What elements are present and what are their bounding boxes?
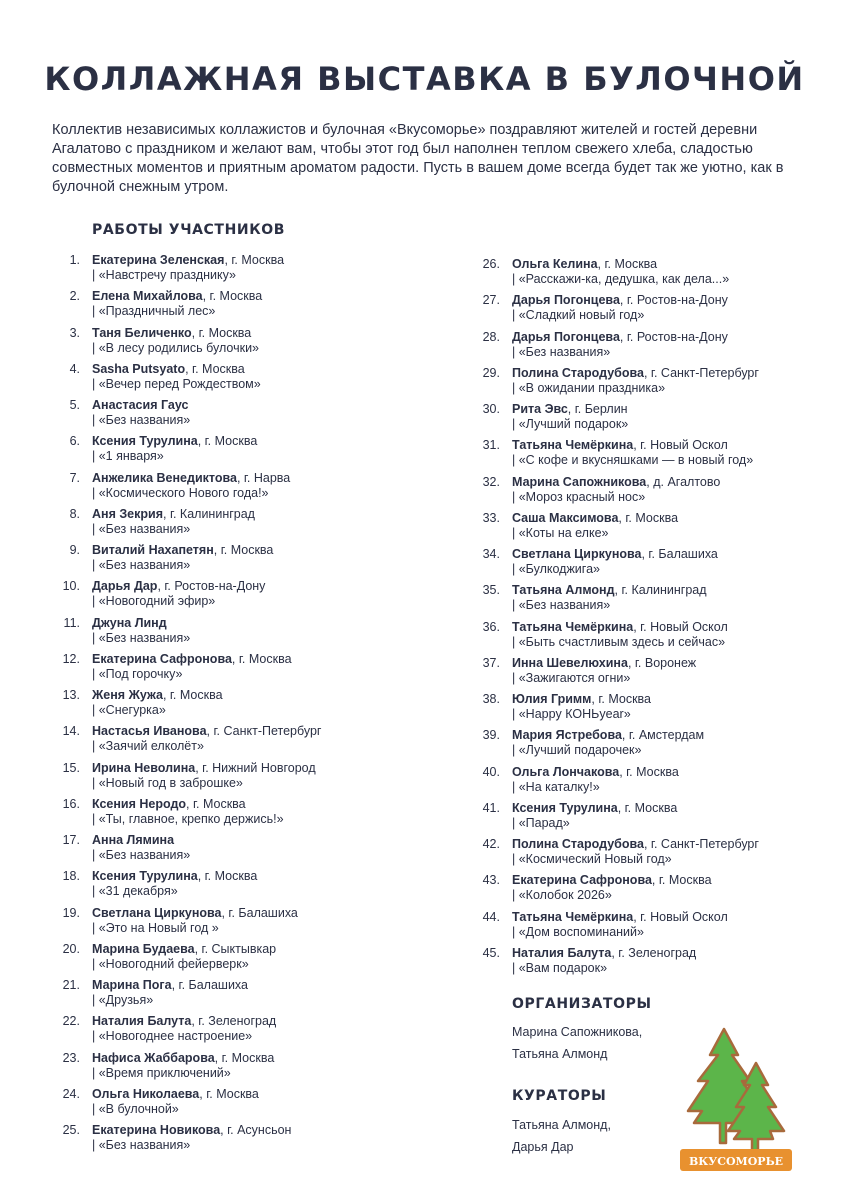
work-title: | «Вам подарок» xyxy=(512,960,608,975)
work-entry xyxy=(58,797,458,833)
artist-name: Рита Эвс xyxy=(512,402,568,416)
work-number: 13. xyxy=(62,688,80,702)
work-title: | «Без названия» xyxy=(512,598,611,613)
artist-city: , г. Калининград xyxy=(614,583,707,598)
work-entry xyxy=(58,471,458,507)
artist-name: Дарья Погонцева xyxy=(512,329,620,344)
work-title: | «Снегурка» xyxy=(92,703,166,717)
artist-name: Татьяна Чемёркина xyxy=(512,438,634,453)
artist-city: , г. Москва xyxy=(197,869,258,884)
work-entry xyxy=(58,978,458,1014)
work-number: 31. xyxy=(482,438,500,453)
artist-name: Саша Максимова xyxy=(512,510,619,525)
work-title: | «Без названия» xyxy=(92,413,191,427)
work-title: | «Ты, главное, крепко держись!» xyxy=(92,811,284,826)
work-title: | «Лучший подарок» xyxy=(512,417,629,431)
artist-city: , г. Москва xyxy=(197,434,258,449)
artist-name: Ольга Николаева xyxy=(92,1086,200,1101)
work-entry xyxy=(58,688,458,724)
work-title: | «Без названия» xyxy=(92,848,191,862)
work-title: | «Сладкий новый год» xyxy=(512,308,645,323)
artist-name: Екатерина Сафронова xyxy=(512,873,652,888)
artist-city: , г. Зеленоград xyxy=(611,945,697,960)
work-entry xyxy=(478,873,838,909)
artist-city: , г. Москва xyxy=(202,289,263,304)
work-number: 15. xyxy=(62,760,80,775)
work-number: 14. xyxy=(62,724,80,739)
artist-name: Полина Стародубова xyxy=(512,837,644,851)
work-entry xyxy=(58,652,458,688)
work-title: | «Заячий елколёт» xyxy=(92,739,204,754)
curators-line-2: Дарья Дар xyxy=(512,1140,574,1154)
work-entry xyxy=(478,511,838,547)
work-number: 37. xyxy=(482,655,500,670)
work-title: | «Булкоджига» xyxy=(512,562,600,576)
work-number: 45. xyxy=(482,945,500,960)
work-number: 12. xyxy=(62,651,80,666)
work-entry xyxy=(58,253,458,289)
work-number: 35. xyxy=(482,583,500,598)
artist-name: Анна Лямина xyxy=(92,833,175,847)
artist-name: Марина Пога xyxy=(92,978,172,992)
work-number: 43. xyxy=(482,873,500,888)
artist-name: Татьяна Алмонд xyxy=(512,583,615,598)
work-entry xyxy=(58,869,458,905)
artist-name: Наталия Балута xyxy=(512,945,612,960)
work-number: 30. xyxy=(482,402,500,416)
work-number: 24. xyxy=(62,1086,80,1101)
work-number: 34. xyxy=(482,547,500,561)
work-entry xyxy=(58,398,458,434)
work-number: 7. xyxy=(69,470,80,485)
work-number: 39. xyxy=(482,728,500,743)
work-title: | «Время приключений» xyxy=(92,1065,231,1080)
artist-name: Sasha Putsyato xyxy=(92,361,186,376)
work-title: | «На каталку!» xyxy=(512,779,600,794)
artist-name: Инна Шевелюхина xyxy=(512,655,628,670)
artist-city: , г. Санкт-Петербург xyxy=(643,837,759,851)
artist-city: , г. Москва xyxy=(651,873,712,888)
organizers-line-1: Марина Сапожникова, xyxy=(512,1025,643,1039)
work-number: 40. xyxy=(482,764,500,779)
work-entry xyxy=(478,620,838,656)
artist-name: Юлия Гримм xyxy=(512,692,592,706)
work-entry xyxy=(58,942,458,978)
organizers-line-2: Татьяна Алмонд xyxy=(512,1047,608,1061)
work-number: 19. xyxy=(62,905,80,920)
artist-city: , г. Балашиха xyxy=(221,905,298,920)
work-entry xyxy=(58,1087,458,1123)
fir-trees-icon xyxy=(676,1025,796,1175)
artist-city: , г. Москва xyxy=(224,253,285,267)
artist-name: Ольга Лончакова xyxy=(512,764,620,779)
work-title: | «Праздничный лес» xyxy=(92,304,216,319)
artist-name: Марина Будаева xyxy=(92,941,195,956)
work-title: | «Космический Новый год» xyxy=(512,852,672,866)
work-title: | «В булочной» xyxy=(92,1101,179,1116)
artist-name: Екатерина Зеленская xyxy=(92,253,225,267)
work-number: 2. xyxy=(69,289,80,304)
work-number: 10. xyxy=(62,579,80,594)
artist-city: , г. Балашиха xyxy=(171,978,248,992)
logo-text: ВКУСОМОРЬЕ xyxy=(688,1155,784,1168)
artist-city: , г. Москва xyxy=(199,1086,259,1101)
work-entry xyxy=(58,724,458,760)
work-number: 18. xyxy=(62,869,80,884)
intro-paragraph: Коллектив независимых коллажистов и булочная «Вкусоморье» поздравляют жителей и гостей деревни Агалатово с праздником и желают вам, чтобы этот год был наполнен теплом свежего хлеба, сладостью совместных моментов и приятным ароматом радости. Пусть в вашем доме всегда будет так же уютно, как в булочной снежным утром. xyxy=(52,122,784,195)
work-entry xyxy=(58,362,458,398)
work-title: | «Без названия» xyxy=(92,1138,191,1152)
work-number: 9. xyxy=(69,543,80,557)
work-entry xyxy=(58,289,458,325)
work-title: | «Вечер перед Рождеством» xyxy=(92,376,261,391)
work-entry xyxy=(478,293,838,329)
work-title: | «Без названия» xyxy=(512,344,611,359)
work-number: 16. xyxy=(62,796,80,811)
work-entry xyxy=(478,656,838,692)
work-title: | «31 декабря» xyxy=(92,884,178,899)
work-number: 1. xyxy=(69,253,80,267)
work-title: | «Колобок 2026» xyxy=(512,888,612,903)
artist-city: , г. Москва xyxy=(186,796,246,811)
artist-name: Екатерина Новикова xyxy=(92,1123,221,1137)
artist-name: Татьяна Чемёркина xyxy=(512,909,634,924)
work-number: 25. xyxy=(62,1123,80,1137)
work-entry xyxy=(478,438,838,474)
artist-city: , г. Москва xyxy=(185,361,245,376)
work-title: | «С кофе и вкусняшками — в новый год» xyxy=(512,453,754,468)
artist-city: , г. Москва xyxy=(162,688,223,702)
work-entry xyxy=(478,728,838,764)
work-number: 44. xyxy=(482,909,500,924)
work-entry xyxy=(58,761,458,797)
artist-city: , г. Ростов-на-Дону xyxy=(619,329,728,344)
work-entry xyxy=(58,579,458,615)
work-title: | «Зажигаются огни» xyxy=(512,670,631,685)
work-title: | «Новогоднее настроение» xyxy=(92,1029,253,1044)
artist-city: , г. Москва xyxy=(617,800,678,815)
work-title: | «Новогодний эфир» xyxy=(92,594,216,609)
artist-name: Женя Жужа xyxy=(92,688,163,702)
work-title: | «Без названия» xyxy=(92,558,191,572)
work-entry xyxy=(58,326,458,362)
works-list-right xyxy=(478,257,838,982)
work-title: | «Лучший подарочек» xyxy=(512,743,642,758)
work-title: | «Новый год в заброшке» xyxy=(92,775,243,790)
artist-name: Анастасия Гаус xyxy=(92,398,189,412)
work-number: 32. xyxy=(482,474,500,489)
artist-city: , г. Ростов-на-Дону xyxy=(619,293,728,308)
work-number: 28. xyxy=(482,329,500,344)
artist-name: Мария Ястребова xyxy=(512,728,622,743)
artist-name: Наталия Балута xyxy=(92,1014,192,1029)
work-title: | «Быть счастливым здесь и сейчас» xyxy=(512,634,726,649)
artist-city: , д. Агалтово xyxy=(646,474,721,489)
work-entry xyxy=(478,583,838,619)
artist-name: Джуна Линд xyxy=(92,615,167,630)
work-entry xyxy=(58,1051,458,1087)
artist-name: Ольга Келина xyxy=(512,257,598,271)
work-entry xyxy=(58,616,458,652)
work-title: | «В ожидании праздника» xyxy=(512,380,666,395)
work-title: | «В лесу родились булочки» xyxy=(92,340,260,355)
work-number: 6. xyxy=(69,434,80,449)
artist-city: , г. Берлин xyxy=(567,402,628,416)
artist-city: , г. Асунсьон xyxy=(220,1123,292,1137)
work-entry xyxy=(478,946,838,982)
artist-name: Светлана Циркунова xyxy=(92,905,222,920)
work-title: | «Без названия» xyxy=(92,521,191,536)
work-number: 33. xyxy=(482,510,500,525)
work-title: | «Парад» xyxy=(512,815,570,830)
work-entry xyxy=(58,543,458,579)
work-entry xyxy=(58,434,458,470)
work-entry xyxy=(478,330,838,366)
artist-name: Ирина Неволина xyxy=(92,760,196,775)
work-number: 5. xyxy=(69,398,80,412)
artist-name: Настасья Иванова xyxy=(92,724,207,739)
work-title: | «Happy КОНЬyear» xyxy=(512,707,631,721)
work-number: 38. xyxy=(482,692,500,706)
works-list-left xyxy=(58,253,458,1159)
artist-city: , г. Москва xyxy=(597,257,658,271)
work-entry xyxy=(478,366,838,402)
work-number: 22. xyxy=(62,1014,80,1029)
artist-city: , г. Зеленоград xyxy=(191,1014,277,1029)
work-title: | «1 января» xyxy=(92,449,164,464)
artist-name: Нафиса Жаббарова xyxy=(92,1050,215,1065)
artist-city: , г. Калининград xyxy=(163,506,255,521)
artist-name: Дарья Дар xyxy=(92,579,158,594)
artist-city: , г. Воронеж xyxy=(627,655,697,670)
work-number: 11. xyxy=(63,615,80,630)
work-title: | «Друзья» xyxy=(92,993,154,1007)
artist-city: , г. Москва xyxy=(213,543,274,557)
work-entry xyxy=(478,547,838,583)
artist-city: , г. Балашиха xyxy=(641,547,718,561)
artist-name: Полина Стародубова xyxy=(512,365,644,380)
work-entry xyxy=(478,475,838,511)
work-title: | «Космического Нового года!» xyxy=(92,485,269,500)
work-number: 8. xyxy=(69,506,80,521)
works-heading: РАБОТЫ УЧАСТНИКОВ xyxy=(92,222,286,238)
work-number: 42. xyxy=(482,837,500,851)
work-title: | «Новогодний фейерверк» xyxy=(92,956,249,971)
artist-name: Дарья Погонцева xyxy=(512,293,620,308)
work-number: 29. xyxy=(482,365,500,380)
artist-city: , г. Москва xyxy=(618,510,679,525)
artist-name: Таня Беличенко xyxy=(92,325,192,340)
artist-city: , г. Москва xyxy=(214,1050,275,1065)
artist-city: , г. Новый Оскол xyxy=(633,619,728,634)
artist-city: , г. Новый Оскол xyxy=(633,909,728,924)
work-number: 17. xyxy=(62,833,80,847)
work-title: | «Под горочку» xyxy=(92,666,183,681)
work-number: 3. xyxy=(69,325,80,340)
work-number: 23. xyxy=(62,1050,80,1065)
work-entry xyxy=(58,1123,458,1159)
artist-name: Аня Зекрия xyxy=(92,506,163,521)
artist-name: Екатерина Сафронова xyxy=(92,651,232,666)
work-entry xyxy=(478,692,838,728)
work-entry xyxy=(478,765,838,801)
work-entry xyxy=(58,507,458,543)
work-number: 36. xyxy=(482,619,500,634)
artist-city: , г. Москва xyxy=(191,325,252,340)
work-number: 41. xyxy=(482,800,500,815)
artist-name: Ксения Турулина xyxy=(92,434,198,449)
artist-name: Светлана Циркунова xyxy=(512,547,642,561)
work-entry xyxy=(58,1014,458,1050)
artist-name: Виталий Нахапетян xyxy=(92,543,214,557)
artist-city: , г. Нарва xyxy=(236,470,291,485)
artist-name: Анжелика Венедиктова xyxy=(92,470,237,485)
work-number: 26. xyxy=(482,257,500,271)
artist-city: , г. Санкт-Петербург xyxy=(206,724,322,739)
curators-line-1: Татьяна Алмонд, xyxy=(512,1118,611,1132)
organizers-heading: ОРГАНИЗАТОРЫ xyxy=(512,996,652,1012)
artist-city: , г. Москва xyxy=(231,651,292,666)
artist-name: Ксения Неродо xyxy=(92,796,187,811)
artist-name: Татьяна Чемёркина xyxy=(512,619,634,634)
artist-name: Ксения Турулина xyxy=(92,869,198,884)
work-entry xyxy=(478,801,838,837)
work-number: 21. xyxy=(62,978,80,992)
work-entry xyxy=(478,837,838,873)
work-entry xyxy=(58,906,458,942)
work-entry xyxy=(58,833,458,869)
work-number: 27. xyxy=(482,293,500,308)
artist-city: , г. Нижний Новгород xyxy=(195,760,316,775)
work-title: | «Дом воспоминаний» xyxy=(512,924,644,939)
work-title: | «Мороз красный нос» xyxy=(512,489,646,504)
work-title: | «Навстречу празднику» xyxy=(92,268,236,282)
artist-name: Елена Михайлова xyxy=(92,289,203,304)
artist-city: , г. Санкт-Петербург xyxy=(643,365,759,380)
work-number: 20. xyxy=(62,941,80,956)
bakery-logo xyxy=(676,1025,796,1175)
work-entry xyxy=(478,402,838,438)
work-number: 4. xyxy=(69,361,80,376)
page-title: КОЛЛАЖНАЯ ВЫСТАВКА В БУЛОЧНОЙ xyxy=(44,60,805,98)
artist-name: Ксения Турулина xyxy=(512,800,618,815)
curators-heading: КУРАТОРЫ xyxy=(512,1088,607,1104)
artist-city: , г. Сыктывкар xyxy=(194,941,277,956)
work-title: | «Коты на елке» xyxy=(512,525,609,540)
artist-city: , г. Москва xyxy=(591,692,652,706)
artist-name: Марина Сапожникова xyxy=(512,474,647,489)
work-title: | «Это на Новый год » xyxy=(92,920,219,935)
work-entry xyxy=(478,257,838,293)
artist-city: , г. Новый Оскол xyxy=(633,438,728,453)
work-entry xyxy=(478,910,838,946)
work-title: | «Без названия» xyxy=(92,630,191,645)
artist-city: , г. Москва xyxy=(619,764,679,779)
artist-city: , г. Ростов-на-Дону xyxy=(157,579,266,594)
work-title: | «Расскажи-ка, дедушка, как дела...» xyxy=(512,272,730,286)
artist-city: , г. Амстердам xyxy=(621,728,705,743)
